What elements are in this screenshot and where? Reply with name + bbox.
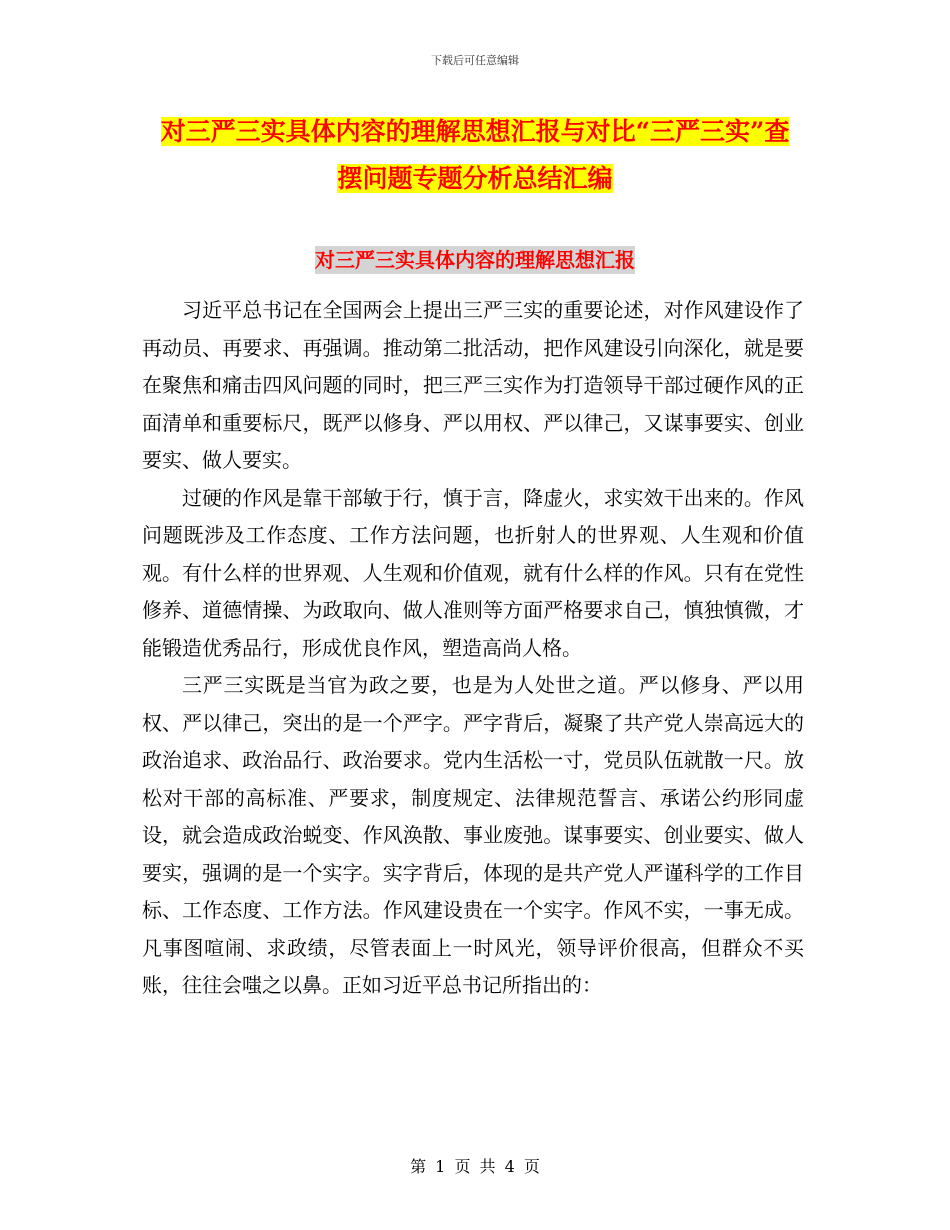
document-title-text: 对三严三实具体内容的理解思想汇报与对比“三严三实”查摆问题专题分析总结汇编	[160, 117, 790, 193]
document-title	[150, 108, 800, 202]
section-title-text: 对三严三实具体内容的理解思想汇报	[315, 248, 635, 272]
page-footer: 第 1 页 共 4 页	[410, 1157, 540, 1176]
paragraph-3: 三严三实既是当官为政之要，也是为人处世之道。严以修身、严以用权、严以律己，突出的是一个严字。严字背后，凝聚了共产党人崇高远大的政治追求、政治品行、政治要求。党内生活松一寸，党员队伍就散一尺。放松对干部的高标准、严要求，制度规定、法律规范誓言、承诺公约形同虚设，就会造成政治蜕变、作风涣散、事业废弛。谋事要实、创业要实、做人要实，强调的是一个实字。实字背后，体现的是共产党人严谨科学的工作目标、工作态度、工作方法。作风建设贵在一个实字。作风不实，一事无成。凡事图喧闹、求政绩，尽管表面上一时风光，领导评价很高，但群众不买账，往往会嗤之以鼻。正如习近平总书记所指出的：	[142, 673, 804, 997]
section-title	[0, 244, 950, 273]
body-text	[142, 292, 804, 1005]
paragraph-1: 习近平总书记在全国两会上提出三严三实的重要论述，对作风建设作了再动员、再要求、再强调。推动第二批活动，把作风建设引向深化，就是要在聚焦和痛击四风问题的同时，把三严三实作为打造领导干部过硬作风的正面清单和重要标尺，既严以修身、严以用权、严以律己，又谋事要实、创业要实、做人要实。	[142, 298, 804, 472]
header-note: 下载后可任意编辑	[431, 54, 519, 67]
paragraph-2: 过硬的作风是靠干部敏于行，慎于言，降虚火，求实效干出来的。作风问题既涉及工作态度、工作方法问题，也折射人的世界观、人生观和价值观。有什么样的世界观、人生观和价值观，就有什么样的作风。只有在党性修养、道德情操、为政取向、做人准则等方面严格要求自己，慎独慎微，才能锻造优秀品行，形成优良作风，塑造高尚人格。	[142, 485, 804, 660]
